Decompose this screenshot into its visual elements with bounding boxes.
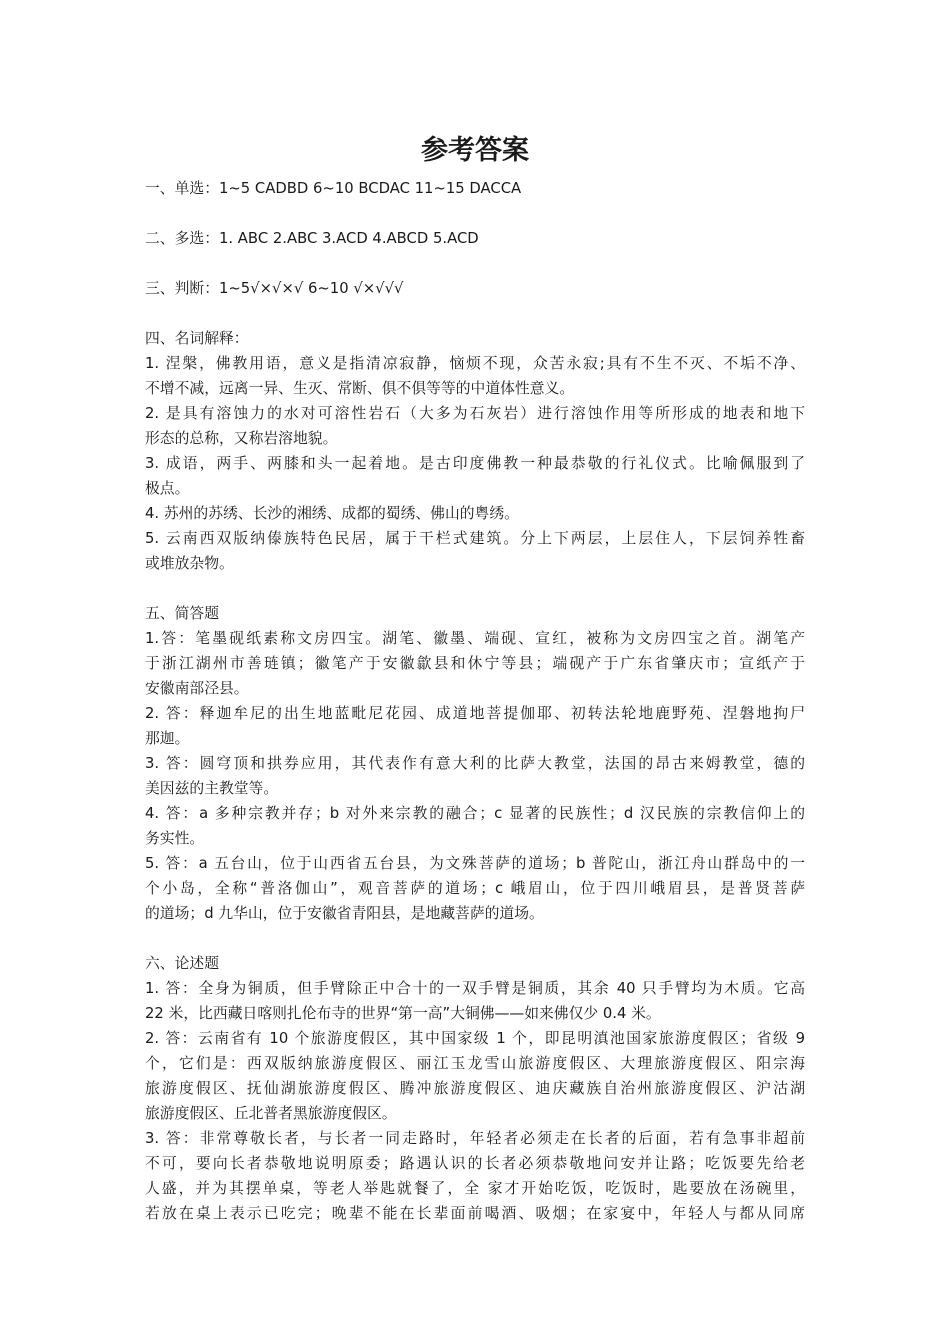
document-body [145,176,805,1226]
essay-line: 若放在桌上表示已吃完；晚辈不能在长辈面前喝酒、吸烟；在家宴中，年轻人与都从同席 [145,1205,805,1222]
short-answer-line: 2. 答：释迦牟尼的出生地蓝毗尼花园、成道地菩提伽耶、初转法轮地鹿野苑、涅磐地拘尸 [145,705,805,722]
terms-line: 2. 是具有溶蚀力的水对可溶性岩石（大多为石灰岩）进行溶蚀作用等所形成的地表和地下 [145,405,805,422]
essay-line: 人盛，并为其摆单桌，等老人举匙就餐了，全 家才开始吃饭，吃饭时，匙要放在汤碗里， [145,1180,805,1197]
essay-line: 22 米，比西藏日喀则扎伦布寺的世界“第一高”大铜佛——如来佛仅少 0.4 米。 [145,1005,661,1022]
short-answer-line: 务实性。 [145,830,205,847]
short-answer-line: 那迦。 [145,730,190,747]
page-title: 参考答案 [421,135,529,166]
terms-heading: 四、名词解释： [145,330,249,347]
essay-line: 2. 答：云南省有 10 个旅游度假区，其中国家级 1 个，即昆明滇池国家旅游度假区；省级 9 [145,1030,805,1047]
single-choice-answers: 一、单选：1~5 CADBD 6~10 BCDAC 11~15 DACCA [145,180,522,197]
terms-line: 1. 涅槃，佛教用语，意义是指清凉寂静，恼烦不现，众苦永寂;具有不生不灭、不垢不净、 [145,355,805,372]
terms-line: 极点。 [145,480,190,497]
essay-heading: 六、论述题 [145,955,219,972]
terms-line: 4. 苏州的苏绣、长沙的湘绣、成都的蜀绣、佛山的粤绣。 [145,505,519,522]
essay-line: 不可，要向长者恭敬地说明原委；路遇认识的长者必须恭敬地问安并让路；吃饭要先给老 [145,1155,805,1172]
short-answer-line: 安徽南部泾县。 [145,680,249,697]
multi-choice-answers: 二、多选：1. ABC 2.ABC 3.ACD 4.ABCD 5.ACD [145,230,479,247]
terms-line: 不增不减，远离一异、生灭、常断、俱不俱等等的中道体性意义。 [145,380,575,397]
terms-line: 或堆放杂物。 [145,555,234,572]
short-answer-line: 1.答：笔墨砚纸素称文房四宝。湖笔、徽墨、端砚、宣红，被称为文房四宝之首。湖笔产 [145,630,805,647]
short-answer-line: 美因兹的主教堂等。 [145,780,279,797]
terms-line: 形态的总称，又称岩溶地貌。 [145,430,338,447]
essay-line: 旅游度假区、丘北普者黑旅游度假区。 [145,1105,397,1122]
essay-line: 旅游度假区、抚仙湖旅游度假区、腾冲旅游度假区、迪庆藏族自治州旅游度假区、沪沽湖 [145,1080,805,1097]
short-answer-line: 5. 答：a 五台山，位于山西省五台县，为文殊菩萨的道场；b 普陀山，浙江舟山群岛中的一 [145,855,805,872]
short-answer-line: 4. 答：a 多种宗教并存；b 对外来宗教的融合；c 显著的民族性；d 汉民族的宗教信仰上的 [145,805,805,822]
short-answer-line: 个小岛，全称“普洛伽山”，观音菩萨的道场；c 峨眉山，位于四川峨眉县，是普贤菩萨 [145,880,805,897]
essay-line: 个，它们是：西双版纳旅游度假区、丽江玉龙雪山旅游度假区、大理旅游度假区、阳宗海 [145,1055,805,1072]
terms-line: 3. 成语，两手、两膝和头一起着地。是古印度佛教一种最恭敬的行礼仪式。比喻佩服到了 [145,455,805,472]
terms-line: 5. 云南西双版纳傣族特色民居，属于干栏式建筑。分上下两层，上层住人，下层饲养牲畜 [145,530,805,547]
essay-line: 1. 答：全身为铜质，但手臂除正中合十的一双手臂是铜质，其余 40 只手臂均为木质。它高 [145,980,805,997]
short-answer-heading: 五、简答题 [145,605,219,622]
essay-line: 3. 答：非常尊敬长者，与长者一同走路时，年轻者必须走在长者的后面，若有急事非超前 [145,1130,805,1147]
short-answer-line: 的道场；d 九华山，位于安徽省青阳县，是地藏菩萨的道场。 [145,905,544,922]
short-answer-line: 于浙江湖州市善琏镇；徽笔产于安徽歙县和休宁等县；端砚产于广东省肇庆市；宣纸产于 [145,655,805,672]
true-false-answers: 三、判断：1~5√×√×√ 6~10 √×√√√ [145,280,404,297]
short-answer-line: 3. 答：圆穹顶和拱券应用，其代表作有意大利的比萨大教堂，法国的昂古来姆教堂，德的 [145,755,805,772]
